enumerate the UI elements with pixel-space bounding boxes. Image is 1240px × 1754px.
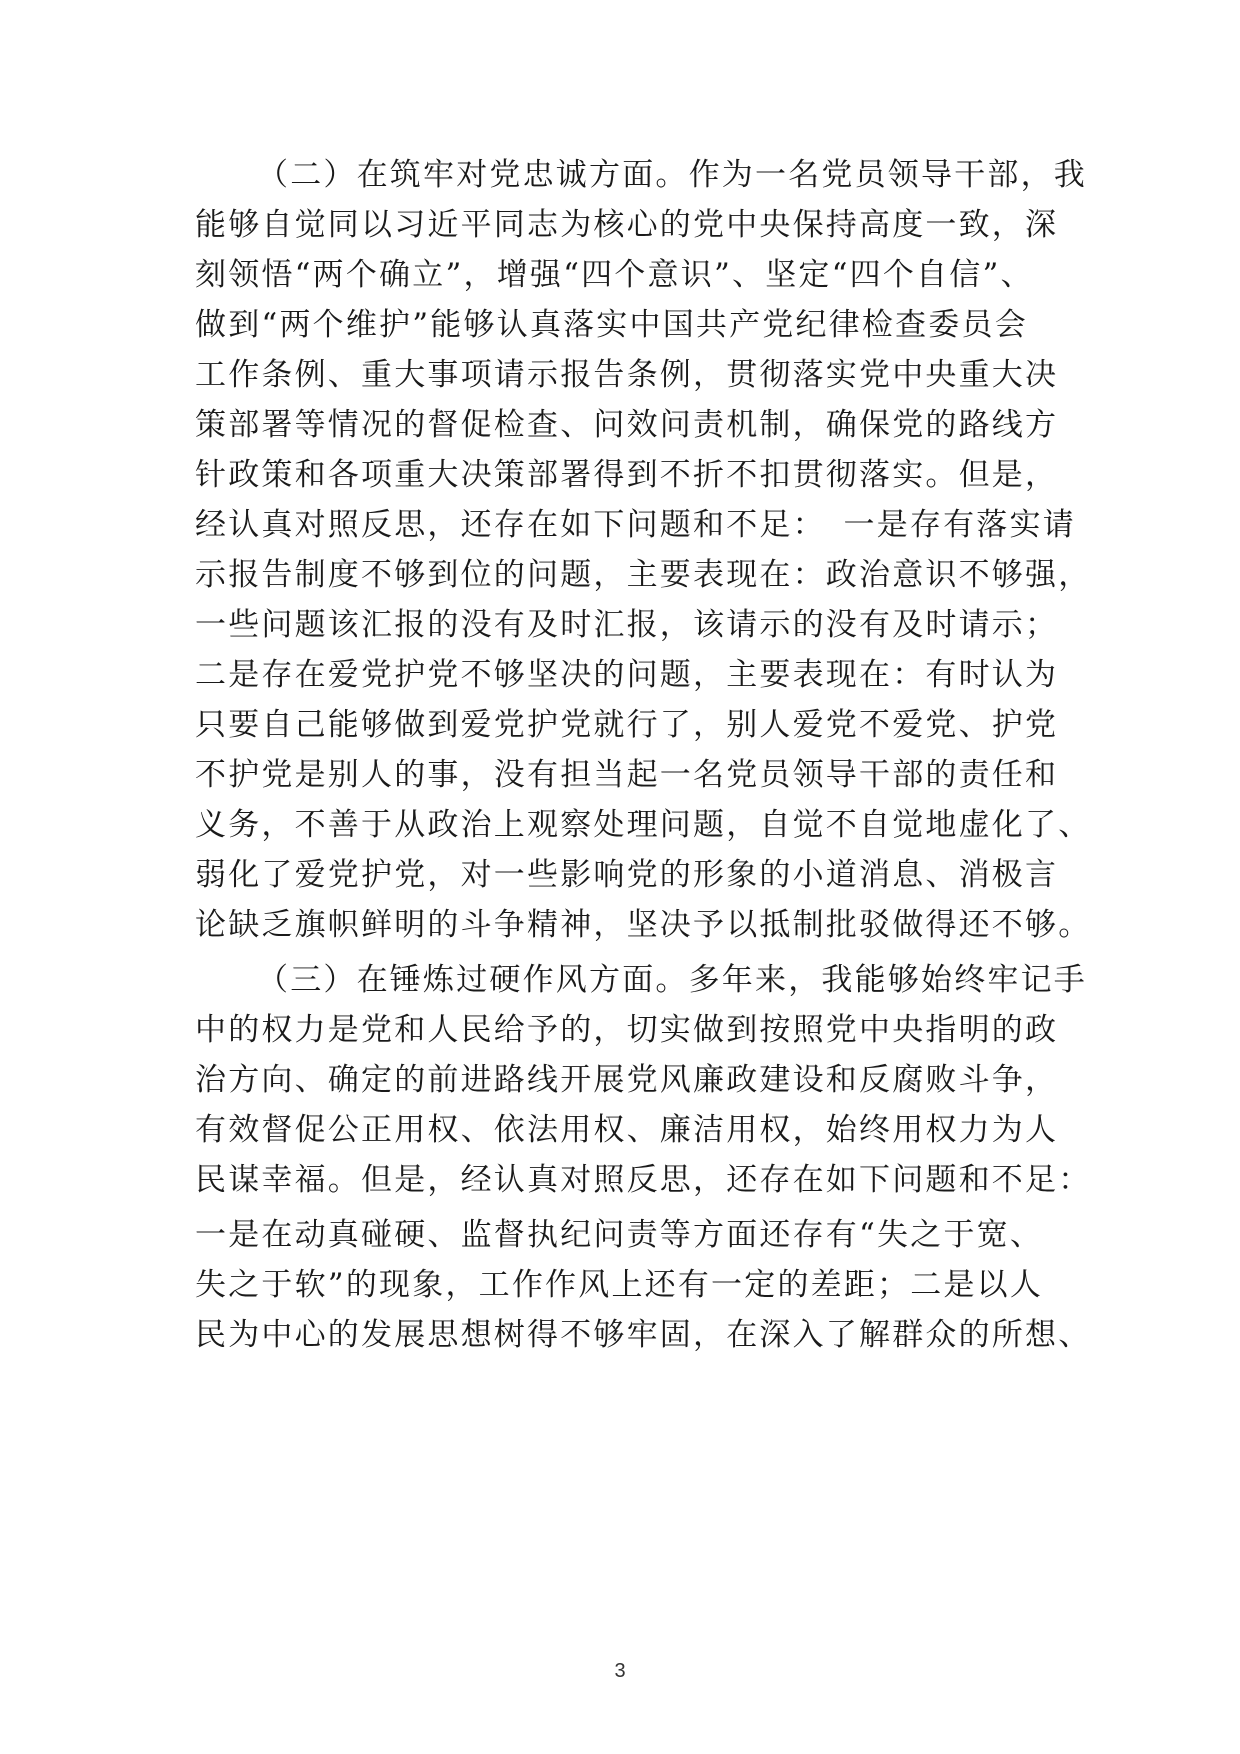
text-line: 工作条例、重大事项请示报告条例，贯彻落实党中央重大决 [195, 357, 1059, 393]
text-line: 弱化了爱党护党，对一些影响党的形象的小道消息、消极言 [195, 857, 1059, 893]
text-line: 针政策和各项重大决策部署得到不折不扣贯彻落实。但是， [195, 457, 1059, 493]
text-line: （二）在筑牢对党忠诚方面。作为一名党员领导干部，我 [257, 157, 1087, 193]
text-line: 不护党是别人的事，没有担当起一名党员领导干部的责任和 [195, 757, 1059, 793]
text-line: 失之于软”的现象，工作作风上还有一定的差距；二是以人 [195, 1267, 1044, 1303]
text-line: 经认真对照反思，还存在如下问题和不足： 一是存有落实请 [195, 507, 1076, 543]
text-line: 有效督促公正用权、依法用权、廉洁用权，始终用权力为人 [195, 1112, 1059, 1148]
text-line: 论缺乏旗帜鲜明的斗争精神，坚决予以抵制批驳做得还不够。 [195, 907, 1092, 943]
text-line: （三）在锤炼过硬作风方面。多年来，我能够始终牢记手 [257, 962, 1087, 998]
text-line: 做到“两个维护”能够认真落实中国共产党纪律检查委员会 [195, 307, 1028, 343]
text-line: 刻领悟“两个确立”，增强“四个意识”、坚定“四个自信”、 [195, 257, 1034, 293]
text-line: 示报告制度不够到位的问题，主要表现在：政治意识不够强， [195, 557, 1092, 593]
text-line: 能够自觉同以习近平同志为核心的党中央保持高度一致，深 [195, 207, 1059, 243]
text-line: 中的权力是党和人民给予的，切实做到按照党中央指明的政 [195, 1012, 1059, 1048]
text-line: 治方向、确定的前进路线开展党风廉政建设和反腐败斗争， [195, 1062, 1059, 1098]
text-line: 只要自己能够做到爱党护党就行了，别人爱党不爱党、护党 [195, 707, 1059, 743]
text-line: 一些问题该汇报的没有及时汇报，该请示的没有及时请示； [195, 607, 1059, 643]
text-line: 二是存在爱党护党不够坚决的问题，主要表现在：有时认为 [195, 657, 1059, 693]
text-line: 一是在动真碰硬、监督执纪问责等方面还存有“失之于宽、 [195, 1217, 1044, 1253]
text-line: 策部署等情况的督促检查、问效问责机制，确保党的路线方 [195, 407, 1059, 443]
page-number: 3 [614, 1660, 626, 1682]
text-line: 民谋幸福。但是，经认真对照反思，还存在如下问题和不足： [195, 1162, 1092, 1198]
text-line: 民为中心的发展思想树得不够牢固，在深入了解群众的所想、 [195, 1317, 1092, 1353]
text-line: 义务，不善于从政治上观察处理问题，自觉不自觉地虚化了、 [195, 807, 1092, 843]
